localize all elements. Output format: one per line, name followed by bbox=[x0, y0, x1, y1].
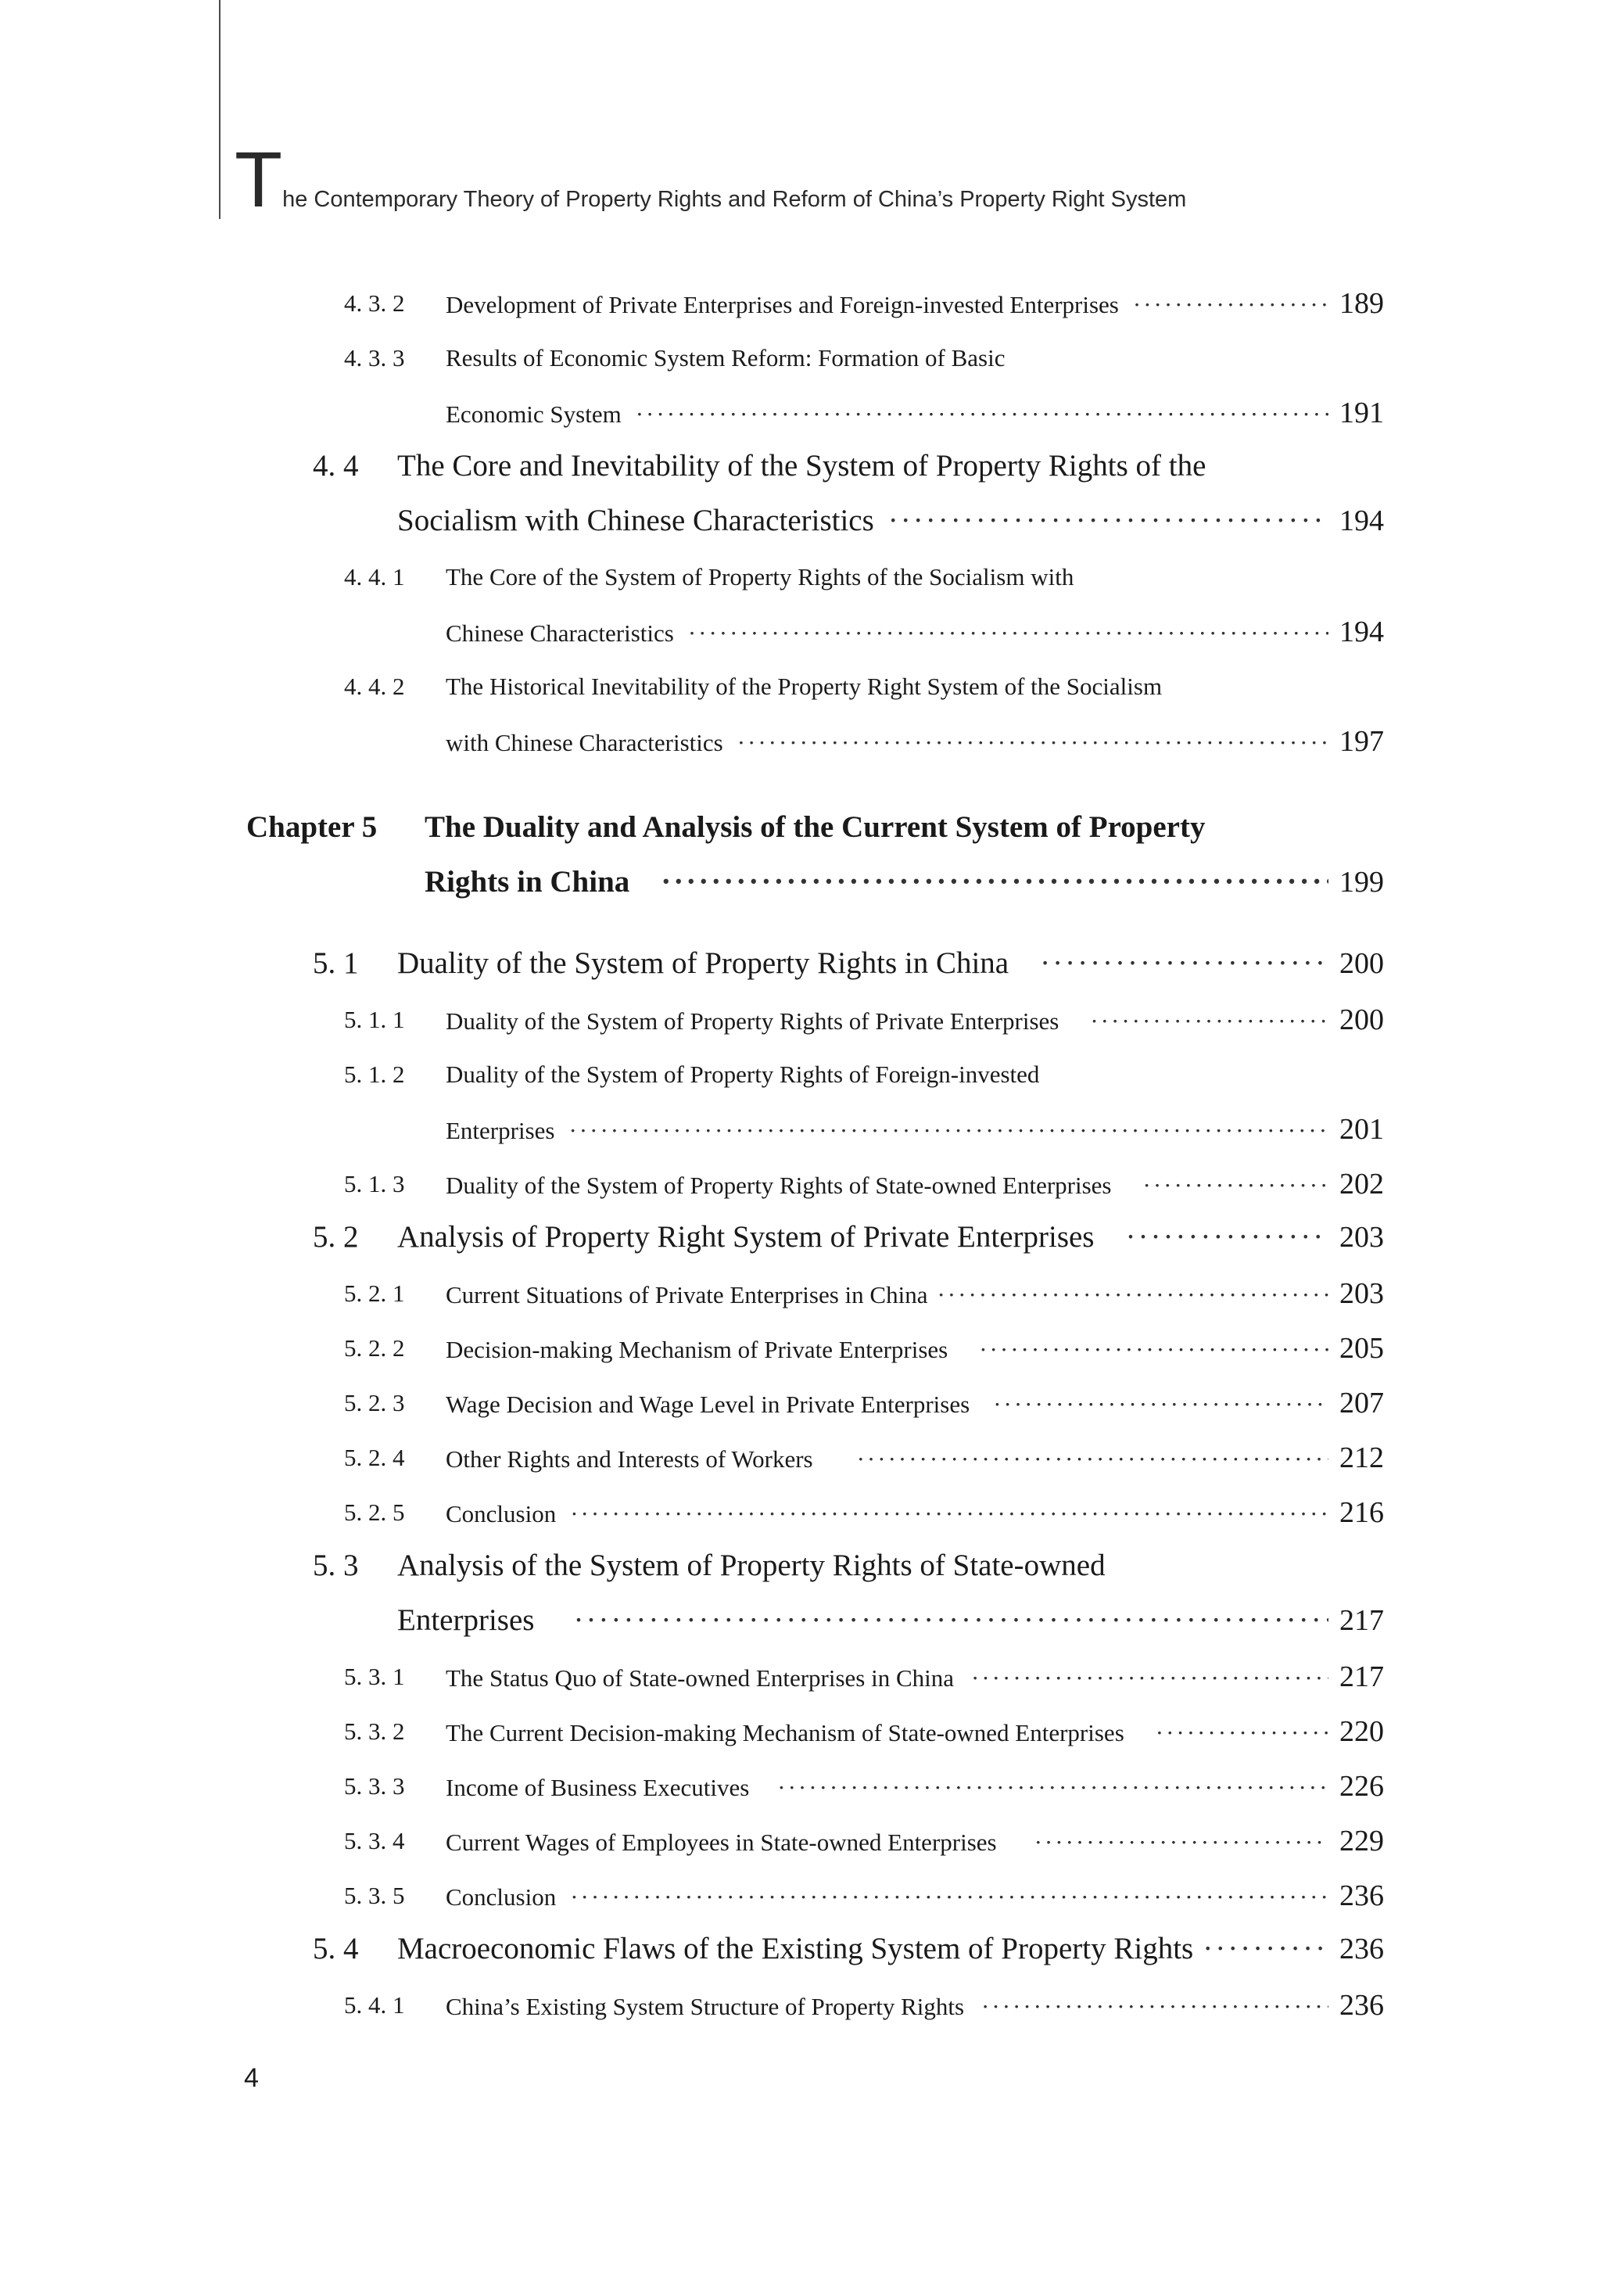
dot-leader bbox=[1034, 1825, 1328, 1860]
toc-entry-page: 236 bbox=[1339, 1879, 1384, 1912]
toc-entry-page: 226 bbox=[1339, 1770, 1384, 1803]
dot-leader bbox=[777, 1771, 1328, 1805]
toc-entry-5-1-2-cont[interactable] bbox=[446, 1112, 1384, 1147]
toc-entry-title: Development of Private Enterprises and Foreign-invested Enterprises bbox=[446, 291, 1119, 318]
toc-entry-5-2-3[interactable] bbox=[344, 1386, 1384, 1420]
toc-entry-page: 205 bbox=[1339, 1332, 1384, 1365]
toc-entry-4-3-3-cont[interactable] bbox=[446, 396, 1384, 430]
dot-leader bbox=[661, 862, 1328, 903]
toc-entry-number: 4. 3. 2 bbox=[344, 289, 405, 317]
dot-leader bbox=[971, 1661, 1328, 1696]
toc-chapter-number: Chapter 5 bbox=[246, 810, 378, 844]
toc-entry-number: 4. 4. 2 bbox=[344, 673, 405, 700]
dot-leader bbox=[1203, 1929, 1328, 1969]
toc-entry-title: The Status Quo of State-owned Enterprises in China bbox=[446, 1664, 955, 1692]
dot-leader bbox=[1143, 1168, 1328, 1203]
toc-entry-4-3-3[interactable] bbox=[344, 341, 1384, 375]
toc-entry-4-4-cont[interactable] bbox=[397, 501, 1384, 541]
toc-entry-title: Duality of the System of Property Rights in China bbox=[397, 946, 1009, 980]
toc-entry-title-cont: Socialism with Chinese Characteristics bbox=[397, 504, 874, 537]
toc-entry-number: 4. 4. 1 bbox=[344, 563, 405, 590]
toc-entry-number: 5. 2. 2 bbox=[344, 1334, 405, 1362]
toc-entry-title: Current Situations of Private Enterprises in China bbox=[446, 1281, 928, 1308]
toc-entry-5-2[interactable] bbox=[313, 1217, 1384, 1258]
toc-entry-number: 5. 1 bbox=[313, 946, 359, 980]
toc-chapter-5[interactable] bbox=[246, 807, 1384, 848]
dot-leader bbox=[568, 1114, 1328, 1148]
toc-entry-5-1[interactable] bbox=[313, 943, 1384, 984]
toc-entry-page: 236 bbox=[1339, 1933, 1384, 1965]
toc-entry-5-3-3[interactable] bbox=[344, 1769, 1384, 1804]
toc-entry-title: China’s Existing System Structure of Property Rights bbox=[446, 1993, 965, 2020]
dot-leader bbox=[573, 1600, 1328, 1641]
toc-entry-page: 212 bbox=[1339, 1441, 1384, 1474]
toc-entry-title: Decision-making Mechanism of Private Enterprises bbox=[446, 1336, 948, 1363]
toc-entry-page: 217 bbox=[1339, 1660, 1384, 1693]
toc-entry-number: 5. 3. 5 bbox=[344, 1882, 405, 1909]
toc-entry-page: 200 bbox=[1339, 1003, 1384, 1036]
toc-entry-5-1-1[interactable] bbox=[344, 1003, 1384, 1037]
toc-entry-5-3-cont[interactable] bbox=[397, 1600, 1384, 1641]
toc-entry-number: 5. 2. 5 bbox=[344, 1499, 405, 1526]
toc-entry-title-cont: Enterprises bbox=[446, 1117, 555, 1144]
toc-entry-page: 217 bbox=[1339, 1604, 1384, 1637]
toc-entry-number: 5. 3 bbox=[313, 1549, 359, 1582]
toc-entry-5-3-5[interactable] bbox=[344, 1879, 1384, 1913]
running-head-title: he Contemporary Theory of Property Rights and Reform of China’s Property Right System bbox=[282, 187, 1187, 212]
toc-entry-number: 5. 3. 1 bbox=[344, 1663, 405, 1690]
dot-leader bbox=[1133, 288, 1328, 322]
toc-entry-title-cont: Economic System bbox=[446, 400, 622, 428]
toc-entry-4-4-2-cont[interactable] bbox=[446, 724, 1384, 759]
toc-entry-number: 5. 3. 4 bbox=[344, 1827, 405, 1854]
dot-leader bbox=[570, 1880, 1328, 1915]
toc-chapter-title-cont: Rights in China bbox=[425, 865, 630, 899]
dot-leader bbox=[1125, 1217, 1328, 1258]
toc-entry-page: 236 bbox=[1339, 1989, 1384, 2022]
toc-entry-title: Duality of the System of Property Rights of State-owned Enterprises bbox=[446, 1172, 1112, 1199]
dot-leader bbox=[981, 1990, 1328, 2024]
toc-entry-title: Income of Business Executives bbox=[446, 1774, 750, 1801]
toc-entry-number: 4. 3. 3 bbox=[344, 344, 405, 371]
toc-entry-page: 202 bbox=[1339, 1168, 1384, 1201]
toc-entry-number: 5. 1. 3 bbox=[344, 1170, 405, 1197]
toc-entry-title: Analysis of Property Right System of Private Enterprises bbox=[397, 1220, 1095, 1254]
toc-entry-title: The Current Decision-making Mechanism of State-owned Enterprises bbox=[446, 1719, 1124, 1746]
dot-leader bbox=[993, 1387, 1328, 1422]
toc-entry-title-cont: with Chinese Characteristics bbox=[446, 729, 723, 756]
toc-entry-page: 216 bbox=[1339, 1496, 1384, 1529]
toc-entry-page: 203 bbox=[1339, 1277, 1384, 1310]
toc-entry-number: 5. 1. 1 bbox=[344, 1006, 405, 1033]
toc-entry-number: 4. 4 bbox=[313, 449, 359, 483]
dot-leader bbox=[1156, 1716, 1328, 1750]
dot-leader bbox=[1090, 1004, 1328, 1039]
toc-entry-title-cont: Enterprises bbox=[397, 1603, 535, 1637]
toc-entry-page: 194 bbox=[1339, 616, 1384, 648]
toc-entry-5-1-3[interactable] bbox=[344, 1167, 1384, 1201]
toc-entry-page: 189 bbox=[1339, 287, 1384, 320]
dot-leader bbox=[737, 726, 1328, 760]
toc-entry-4-4-2[interactable] bbox=[344, 669, 1384, 704]
page-number: 4 bbox=[244, 2063, 259, 2093]
toc-entry-title: Wage Decision and Wage Level in Private Enterprises bbox=[446, 1391, 970, 1418]
dot-leader bbox=[688, 616, 1328, 651]
toc-entry-title: Other Rights and Interests of Workers bbox=[446, 1445, 813, 1473]
toc-entry-title: The Historical Inevitability of the Property Right System of the Socialism bbox=[446, 673, 1163, 700]
toc-entry-title: Conclusion bbox=[446, 1500, 557, 1527]
toc-entry-5-2-5[interactable] bbox=[344, 1495, 1384, 1530]
toc-entry-page: 220 bbox=[1339, 1715, 1384, 1748]
running-head-initial: T bbox=[235, 136, 283, 224]
toc-entry-page: 199 bbox=[1339, 866, 1384, 899]
dot-leader bbox=[937, 1278, 1328, 1312]
dot-leader bbox=[857, 1442, 1328, 1477]
dot-leader bbox=[636, 397, 1328, 432]
toc-entry-title: Macroeconomic Flaws of the Existing System of Property Rights bbox=[397, 1932, 1194, 1965]
toc-entry-page: 207 bbox=[1339, 1387, 1384, 1420]
dot-leader bbox=[888, 501, 1328, 541]
toc-entry-title: Duality of the System of Property Rights of Private Enterprises bbox=[446, 1007, 1059, 1035]
toc-entry-number: 5. 1. 2 bbox=[344, 1061, 405, 1088]
toc-entry-number: 5. 3. 3 bbox=[344, 1772, 405, 1800]
toc-entry-4-4[interactable] bbox=[313, 446, 1384, 486]
toc-entry-5-4[interactable] bbox=[313, 1929, 1384, 1969]
toc-entry-5-3[interactable] bbox=[313, 1545, 1384, 1586]
toc-entry-number: 5. 4. 1 bbox=[344, 1991, 405, 2019]
toc-chapter-title: The Duality and Analysis of the Current System of Property bbox=[425, 810, 1206, 844]
toc-entry-number: 5. 2. 3 bbox=[344, 1389, 405, 1416]
toc-entry-title: Results of Economic System Reform: Formation of Basic bbox=[446, 344, 1006, 371]
toc-entry-5-1-2[interactable] bbox=[344, 1057, 1384, 1092]
toc-entry-number: 5. 2. 1 bbox=[344, 1280, 405, 1307]
toc-entry-5-2-1[interactable] bbox=[344, 1276, 1384, 1311]
toc-entry-number: 5. 2. 4 bbox=[344, 1444, 405, 1471]
toc-entry-title-cont: Chinese Characteristics bbox=[446, 619, 674, 647]
toc-entry-title: Duality of the System of Property Rights of Foreign-invested bbox=[446, 1061, 1040, 1088]
toc-entry-number: 5. 3. 2 bbox=[344, 1717, 405, 1745]
toc-entry-page: 203 bbox=[1339, 1221, 1384, 1254]
toc-entry-number: 5. 2 bbox=[313, 1220, 359, 1254]
toc-entry-page: 191 bbox=[1339, 397, 1384, 429]
toc-entry-page: 194 bbox=[1339, 504, 1384, 537]
toc-entry-title: Analysis of the System of Property Rights of State-owned bbox=[397, 1549, 1106, 1582]
toc-entry-page: 201 bbox=[1339, 1113, 1384, 1146]
toc-entry-5-2-4[interactable] bbox=[344, 1441, 1384, 1475]
dot-leader bbox=[1040, 943, 1328, 984]
toc-entry-5-3-4[interactable] bbox=[344, 1824, 1384, 1858]
toc-entry-5-2-2[interactable] bbox=[344, 1331, 1384, 1366]
toc-entry-title: Current Wages of Employees in State-owned Enterprises bbox=[446, 1829, 997, 1856]
toc-entry-4-4-1[interactable] bbox=[344, 560, 1384, 594]
dot-leader bbox=[979, 1333, 1328, 1367]
toc-entry-page: 200 bbox=[1339, 947, 1384, 980]
toc-entry-5-4-1[interactable] bbox=[344, 1988, 1384, 2023]
toc-entry-number: 5. 4 bbox=[313, 1932, 359, 1965]
toc-entry-5-3-2[interactable] bbox=[344, 1714, 1384, 1749]
toc-entry-page: 197 bbox=[1339, 725, 1384, 758]
toc-entry-title: The Core and Inevitability of the System of Property Rights of the bbox=[397, 449, 1206, 483]
toc-entry-4-4-1-cont[interactable] bbox=[446, 615, 1384, 649]
toc-entry-page: 229 bbox=[1339, 1825, 1384, 1857]
dot-leader bbox=[570, 1497, 1328, 1531]
toc-chapter-5-cont[interactable] bbox=[425, 862, 1384, 903]
toc-entry-5-3-1[interactable] bbox=[344, 1660, 1384, 1694]
toc-entry-4-3-2[interactable] bbox=[344, 286, 1384, 321]
toc-entry-title: The Core of the System of Property Rights of the Socialism with bbox=[446, 563, 1074, 590]
toc-entry-title: Conclusion bbox=[446, 1883, 557, 1911]
